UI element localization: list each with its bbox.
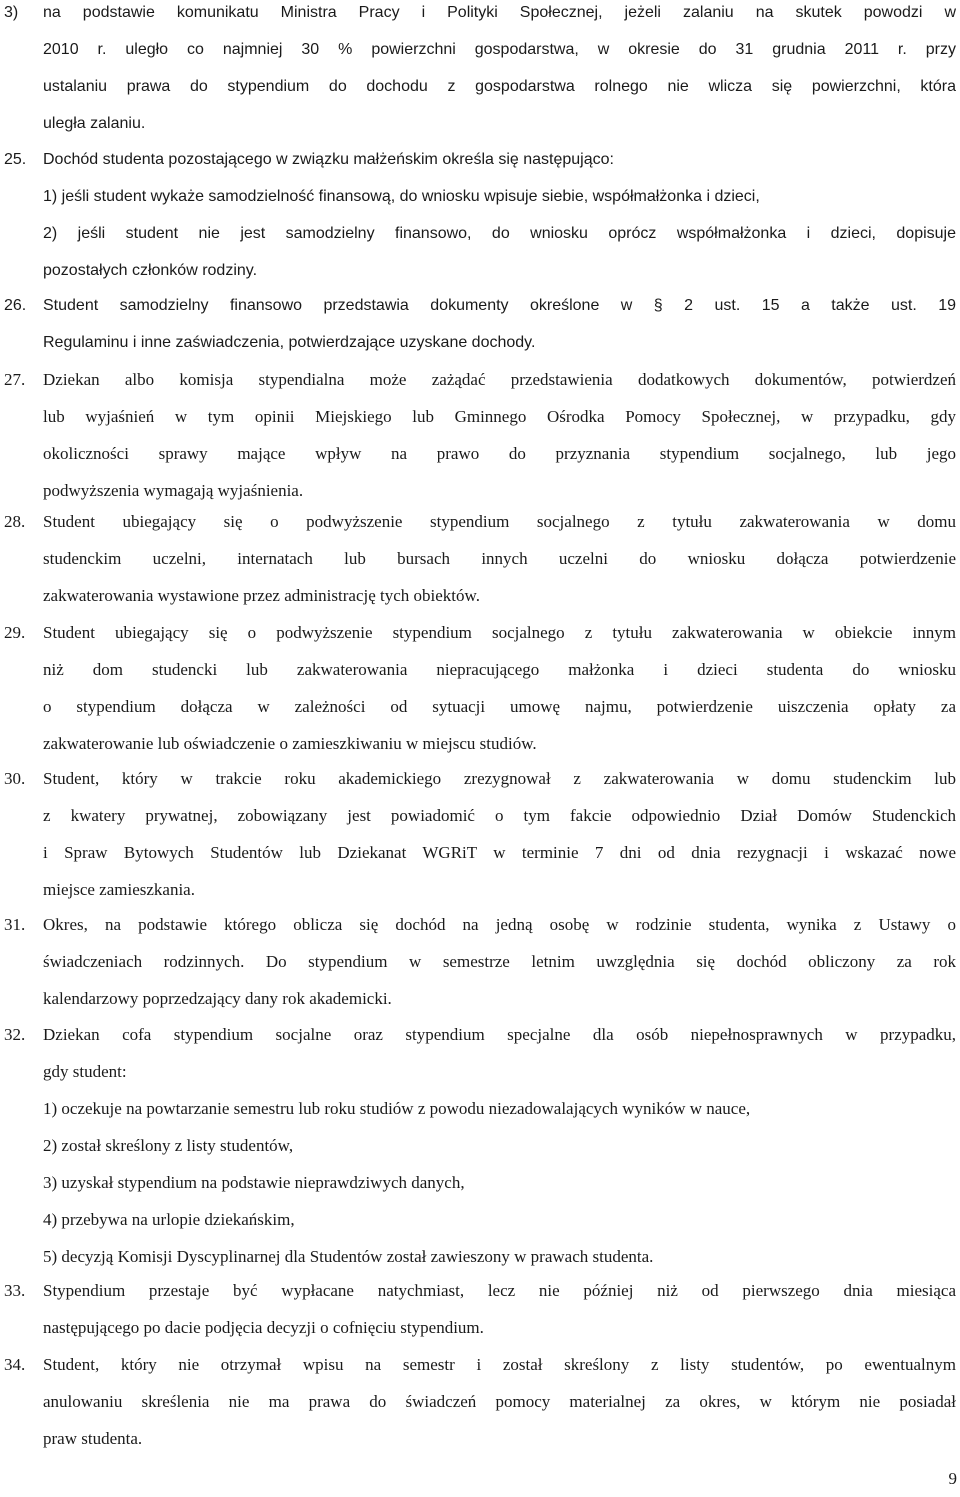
paragraph bbox=[0, 1272, 958, 1346]
text-line: miejsce zamieszkania. bbox=[43, 880, 195, 899]
text-line: okoliczności sprawy mające wpływ na prawo do przyznania stypendium socjalnego, lub jego bbox=[43, 444, 956, 463]
text-line: lub wyjaśnień w tym opinii Miejskiego lub Gminnego Ośrodka Pomocy Społecznej, w przypadku, gdy bbox=[43, 407, 956, 426]
text-line: zakwaterowania wystawione przez administrację tych obiektów. bbox=[43, 586, 480, 605]
text-line: Student ubiegający się o podwyższenie stypendium socjalnego z tytułu zakwaterowania w obiekcie innym bbox=[43, 623, 956, 642]
text-line: następującego po dacie podjęcia decyzji o cofnięciu stypendium. bbox=[43, 1318, 484, 1337]
paragraph-number: 29. bbox=[4, 623, 26, 642]
text-line: 1) oczekuje na powtarzanie semestru lub roku studiów z powodu niezadowalających wyników w nauce, bbox=[43, 1099, 751, 1118]
text-line: Regulaminu i inne zaświadczenia, potwierdzające uzyskane dochody. bbox=[43, 334, 536, 351]
text-line: z kwatery prywatnej, zobowiązany jest powiadomić o tym fakcie odpowiednio Dział Domów Studenckich bbox=[43, 806, 956, 825]
text-line: kalendarzowy poprzedzający dany rok akademicki. bbox=[43, 989, 392, 1008]
paragraph-number: 33. bbox=[4, 1281, 26, 1300]
text-line: 2010 r. uległo co najmniej 30 % powierzchni gospodarstwa, w okresie do 31 grudnia 2011 r. przy bbox=[43, 41, 956, 58]
page-number: 9 bbox=[948, 1469, 957, 1488]
paragraph bbox=[0, 141, 958, 289]
paragraph-number: 31. bbox=[4, 915, 26, 934]
text-line: Student, który nie otrzymał wpisu na semestr i został skreślony z listy studentów, po ewentualnym bbox=[43, 1355, 956, 1374]
text-line: o stypendium dołącza w zależności od sytuacji umowę najmu, potwierdzenie uiszczenia opłaty za bbox=[43, 697, 956, 716]
paragraph-number: 26. bbox=[4, 297, 27, 314]
text-line: 3) uzyskał stypendium na podstawie nieprawdziwych danych, bbox=[43, 1173, 465, 1192]
text-line: Student ubiegający się o podwyższenie stypendium socjalnego z tytułu zakwaterowania w domu bbox=[43, 512, 956, 531]
text-line: Dochód studenta pozostającego w związku małżeńskim określa się następująco: bbox=[43, 151, 614, 168]
paragraph-number: 34. bbox=[4, 1355, 26, 1374]
paragraph-number: 3) bbox=[4, 4, 19, 21]
text-line: podwyższenia wymagają wyjaśnienia. bbox=[43, 481, 304, 500]
text-line: 2) jeśli student nie jest samodzielny finansowo, do wniosku oprócz współmałżonka i dzieci, dopisuje bbox=[43, 225, 956, 242]
paragraph bbox=[0, 614, 958, 762]
text-line: studenckim uczelni, internatach lub bursach innych uczelni do wniosku dołącza potwierdzenie bbox=[43, 549, 956, 568]
paragraph bbox=[0, 287, 958, 361]
text-line: Student samodzielny finansowo przedstawia dokumenty określone w § 2 ust. 15 a także ust. 19 bbox=[43, 297, 956, 314]
text-line: gdy student: bbox=[43, 1062, 127, 1081]
text-line: i Spraw Bytowych Studentów lub Dziekanat WGRiT w terminie 7 dni od dnia rezygnacji i wskazać nowe bbox=[43, 843, 956, 862]
paragraph bbox=[0, 0, 958, 142]
paragraph-number: 27. bbox=[4, 370, 26, 389]
text-line: praw studenta. bbox=[43, 1429, 143, 1448]
paragraph-number: 32. bbox=[4, 1025, 26, 1044]
text-line: 4) przebywa na urlopie dziekańskim, bbox=[43, 1210, 295, 1229]
paragraph bbox=[0, 906, 958, 1017]
paragraph-number: 28. bbox=[4, 512, 26, 531]
text-line: na podstawie komunikatu Ministra Pracy i Polityki Społecznej, jeżeli zalaniu na skutek powodzi w bbox=[43, 4, 956, 21]
text-line: Dziekan albo komisja stypendialna może zażądać przedstawienia dodatkowych dokumentów, potwierdzeń bbox=[43, 370, 956, 389]
text-line: Dziekan cofa stypendium socjalne oraz stypendium specjalne dla osób niepełnosprawnych w przypadku, bbox=[43, 1025, 956, 1044]
text-line: ustalaniu prawa do stypendium do dochodu z gospodarstwa rolnego nie wlicza się powierzchni, która bbox=[43, 78, 956, 95]
paragraph bbox=[0, 760, 958, 908]
text-line: 5) decyzją Komisji Dyscyplinarnej dla Studentów został zawieszony w prawach studenta. bbox=[43, 1247, 654, 1266]
paragraph bbox=[0, 361, 958, 509]
text-line: Stypendium przestaje być wypłacane natychmiast, lecz nie później niż od pierwszego dnia miesiąca bbox=[43, 1281, 956, 1300]
paragraph bbox=[0, 503, 958, 614]
text-line: pozostałych członków rodziny. bbox=[43, 262, 258, 279]
text-line: świadczeniach rodzinnych. Do stypendium w semestrze letnim uwzględnia się dochód obliczony za rok bbox=[43, 952, 956, 971]
paragraph bbox=[0, 1346, 958, 1457]
text-line: niż dom studencki lub zakwaterowania niepracującego małżonka i dzieci studenta do wniosku bbox=[43, 660, 956, 679]
text-line: anulowaniu skreślenia nie ma prawa do świadczeń pomocy materialnej za okres, w którym nie posiadał bbox=[43, 1392, 956, 1411]
text-line: zakwaterowanie lub oświadczenie o zamieszkiwaniu w miejscu studiów. bbox=[43, 734, 537, 753]
text-line: 2) został skreślony z listy studentów, bbox=[43, 1136, 294, 1155]
paragraph bbox=[0, 1016, 958, 1275]
paragraph-number: 30. bbox=[4, 769, 26, 788]
paragraph-number: 25. bbox=[4, 151, 27, 168]
text-line: uległa zalaniu. bbox=[43, 115, 146, 132]
text-line: Okres, na podstawie którego oblicza się dochód na jedną osobę w rodzinie studenta, wynika z Ustawy o bbox=[43, 915, 956, 934]
text-line: Student, który w trakcie roku akademickiego zrezygnował z zakwaterowania w domu studenckim lub bbox=[43, 769, 956, 788]
text-line: 1) jeśli student wykaże samodzielność finansową, do wniosku wpisuje siebie, współmałżonka i dzieci, bbox=[43, 188, 760, 205]
